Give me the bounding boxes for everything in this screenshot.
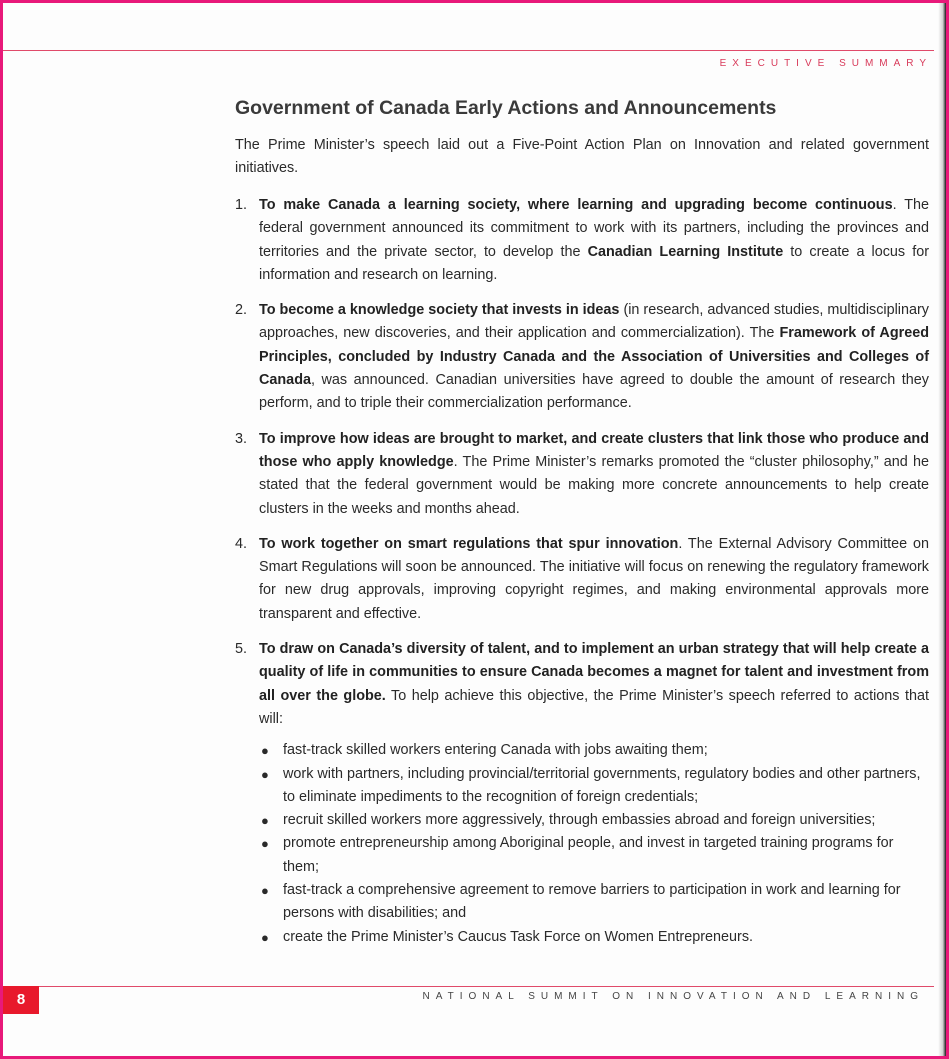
point-text: , was announced. Canadian universities have agreed to double the amount of research they perform, and to triple their commercialization performance. [259,372,929,412]
action-point-4 [235,533,929,626]
point-emphasis: Canadian Learning Institute [587,243,784,260]
point-text: . The federal government announced its commitment to work with its partners, including the provinces and territories and the private sector, to develop the [259,197,929,260]
action-point-3 [235,428,929,521]
bullet-icon: ● [261,766,269,782]
point-text: (in research, advanced studies, multidisciplinary approaches, new discoveries, and their application and commercialization). The [259,302,929,342]
action-point-5 [235,638,929,949]
point-number: 1. [235,197,248,213]
point-text: to create a locus for information and research on learning. [259,243,929,283]
scan-edge-shadow [938,3,946,1056]
main-content [235,97,929,961]
intro-paragraph: The Prime Minister’s speech laid out a Five-Point Action Plan on Innovation and related government initiatives. [235,137,929,176]
action-bullet-list [259,739,929,949]
point-heading: To become a knowledge society that invests in ideas [259,302,620,319]
bullet-icon: ● [261,929,269,945]
point-text: To help achieve this objective, the Prime Minister’s speech referred to actions that will: [259,687,929,727]
bullet-icon: ● [261,836,269,852]
list-item: ● create the Prime Minister’s Caucus Task Force on Women Entrepreneurs. [259,926,929,949]
bullet-icon: ● [261,743,269,759]
list-item: ● promote entrepreneurship among Aboriginal people, and invest in targeted training programs for them; [259,832,929,879]
point-text: . The External Advisory Committee on Smart Regulations will soon be announced. The initiative will focus on renewing the regulatory framework for new drug approvals, improving copyright regimes, and making environmental approvals more transparent and effective. [259,535,929,622]
action-plan-list [235,194,929,949]
point-heading: To make Canada a learning society, where learning and upgrading become continuous [259,197,893,213]
page-number: 8 [3,986,39,1014]
action-point-2 [235,299,929,415]
point-number: 3. [235,430,248,447]
list-item: ● fast-track skilled workers entering Canada with jobs awaiting them; [259,739,929,762]
point-number: 5. [235,641,248,658]
bullet-icon: ● [261,813,269,829]
point-heading: To improve how ideas are brought to market, and create clusters that link those who produce and those who apply knowledge [259,430,929,470]
action-point-1 [235,194,929,287]
point-number: 4. [235,535,248,552]
footer-rule [39,986,934,987]
point-emphasis: Framework of Agreed Principles, concluded by Industry Canada and the Association of Universities and Colleges of Canada [259,325,930,389]
bullet-icon: ● [261,883,269,899]
point-heading: To draw on Canada’s diversity of talent, and to implement an urban strategy that will help create a quality of life in communities to ensure Canada becomes a magnet for talent and investment from all over the globe. [259,641,929,704]
point-number: 2. [235,302,248,319]
point-text: . The Prime Minister’s remarks promoted the “cluster philosophy,” and he stated that the federal government would be making more concrete announcements to help create clusters in the weeks and months ahead. [259,453,929,517]
page-title: Government of Canada Early Actions and Announcements [235,97,777,119]
header-rule [3,50,934,51]
section-label: EXECUTIVE SUMMARY [719,58,932,69]
list-item: ● work with partners, including provincial/territorial governments, regulatory bodies and other partners, to eliminate impediments to the recognition of foreign credentials; [259,763,929,810]
list-item: ● fast-track a comprehensive agreement to remove barriers to participation in work and learning for persons with disabilities; and [259,879,929,926]
point-heading: To work together on smart regulations that spur innovation [259,535,679,552]
publication-label: NATIONAL SUMMIT ON INNOVATION AND LEARNING [422,991,924,1002]
list-item: ● recruit skilled workers more aggressively, through embassies abroad and foreign universities; [259,809,929,832]
